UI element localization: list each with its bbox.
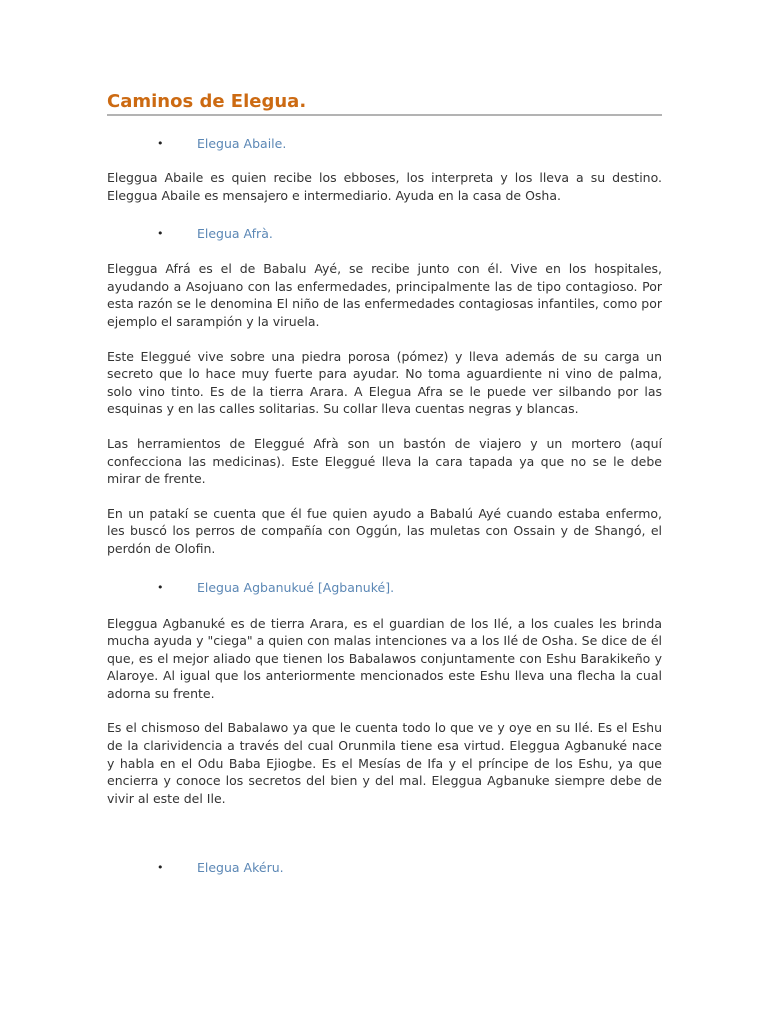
paragraph: Las herramientos de Eleggué Afrà son un bastón de viajero y un mortero (aquí confecciona las medicinas). Este Eleggué lleva la cara tapada ya que no se le debe mirar de frente. (107, 435, 662, 487)
paragraph: Eleggua Agbanuké es de tierra Arara, es el guardian de los Ilé, a los cuales les brinda mucha ayuda y "ciega" a quien con malas intenciones va a los Ilé de Osha. Se dice de él que, es el mejor aliado que tienen los Babalawos conjuntamente con Eshu Barakikeño y Alaroye. Al igual que los anteriormente mencionados este Eshu lleva una flecha la cual adorna su frente. (107, 615, 662, 701)
bullet-icon: • (157, 580, 164, 594)
link-elegua-akeru[interactable]: Elegua Akéru. (197, 860, 284, 876)
paragraph: Eleggua Abaile es quien recibe los ebboses, los interpreta y los lleva a su destino. Eleggua Abaile es mensajero e intermediario. Ayuda en la casa de Osha. (107, 170, 662, 203)
list-item-elegua-agbanukue (107, 579, 662, 597)
paragraph: Este Eleggué vive sobre una piedra porosa (pómez) y lleva además de su carga un secreto que lo hace muy fuerte para ayudar. No toma aguardiente ni vino de palma, solo vino tinto. Es de la tierra Arara. A Elegua Afra se le puede ver silbando por las esquinas y en las calles solitarias. Su collar lleva cuentas negras y blancas. (107, 348, 662, 417)
document-page (107, 0, 662, 877)
list-item-elegua-abaile (107, 135, 662, 153)
paragraph: Es el chismoso del Babalawo ya que le cuenta todo lo que ve y oye en su Ilé. Es el Eshu de la clarividencia a través del cual Orunmila tiene esa virtud. Eleggua Agbanuké nace y habla en el Odu Baba Ejiogbe. Es el Mesías de Ifa y el príncipe de los Eshu, ya que encierra y conoce los secretos del bien y del mal. Eleggua Agbanuke siempre debe de vivir al este del Ile. (107, 720, 662, 806)
bullet-icon: • (157, 861, 164, 875)
paragraph: En un patakí se cuenta que él fue quien ayudo a Babalú Ayé cuando estaba enfermo, les buscó los perros de compañía con Oggún, las muletas con Ossain y de Shangó, el perdón de Olofin. (107, 505, 662, 556)
link-elegua-afra[interactable]: Elegua Afrà. (197, 226, 273, 242)
paragraph: Eleggua Afrá es el de Babalu Ayé, se recibe junto con él. Vive en los hospitales, ayudando a Asojuano con las enfermedades, principalmente las de tipo contagioso. Por esta razón se le denomina El niño de las enfermedades contagiosas infantiles, como por ejemplo el sarampión y la viruela. (107, 261, 662, 329)
link-elegua-abaile[interactable]: Elegua Abaile. (197, 136, 287, 151)
list-item-elegua-akeru (107, 859, 662, 877)
page-title: Caminos de Elegua. (107, 91, 662, 116)
bullet-icon: • (157, 227, 164, 241)
bullet-icon: • (157, 137, 164, 150)
link-elegua-agbanukue[interactable]: Elegua Agbanukué [Agbanuké]. (197, 579, 395, 595)
list-item-elegua-afra (107, 225, 662, 243)
